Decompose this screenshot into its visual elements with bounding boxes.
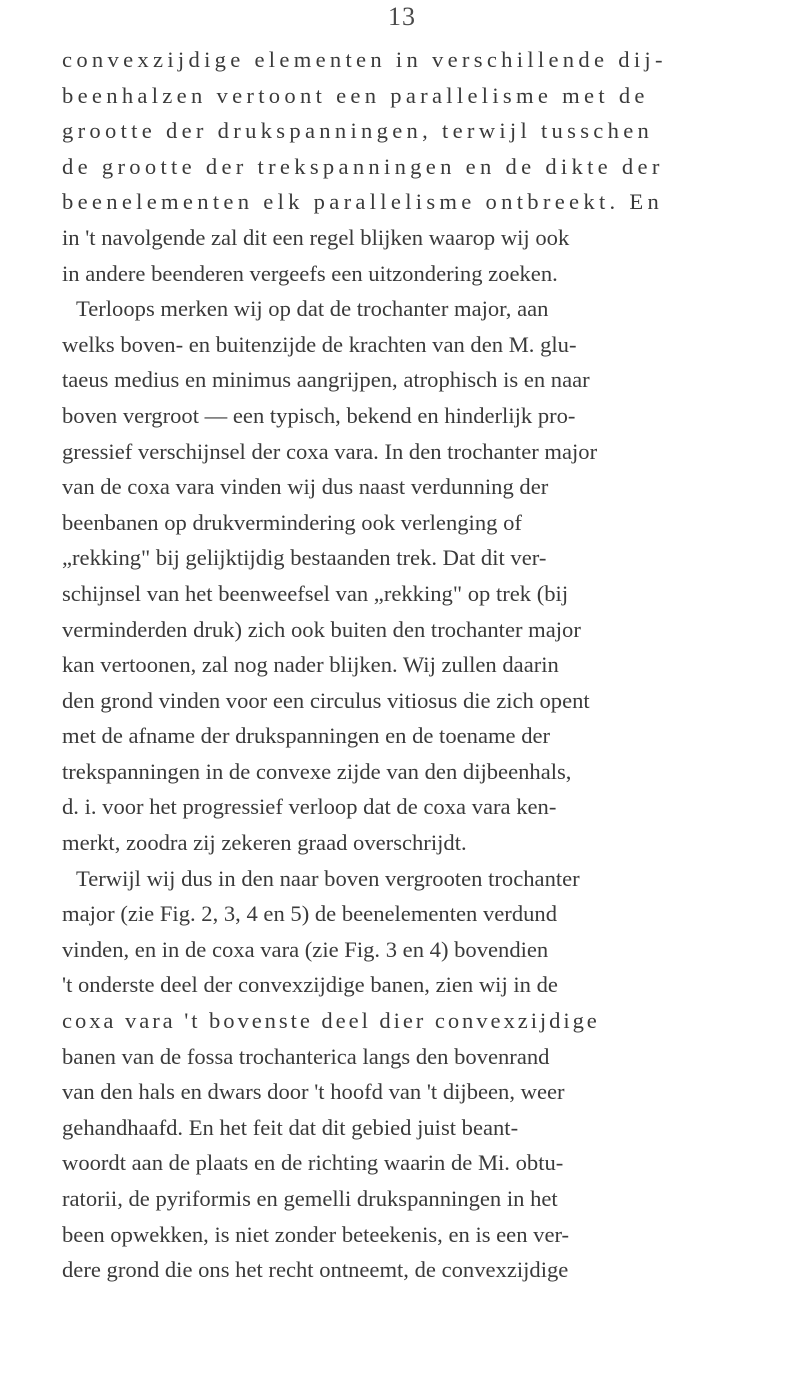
text-line: been opwekken, is niet zonder beteekenis, en is een ver- bbox=[62, 1221, 570, 1247]
text-line: van de coxa vara vinden wij dus naast verdunning der bbox=[62, 474, 549, 500]
text-line: boven vergroot — een typisch, bekend en hinderlijk pro- bbox=[62, 402, 576, 428]
text-line: banen van de fossa trochanterica langs den bovenrand bbox=[62, 1043, 550, 1069]
text-line: met de afname der drukspanningen en de toename der bbox=[62, 723, 551, 749]
text-line: major (zie Fig. 2, 3, 4 en 5) de beenelementen verdund bbox=[62, 901, 558, 927]
text-line: den grond vinden voor een circulus vitiosus die zich opent bbox=[62, 687, 590, 713]
text-line: 't onderste deel der convexzijdige banen, zien wij in de bbox=[62, 972, 558, 998]
body-text bbox=[62, 42, 752, 1288]
text-line: verminderden druk) zich ook buiten den trochanter major bbox=[62, 616, 581, 642]
text-line: kan vertoonen, zal nog nader blijken. Wij zullen daarin bbox=[62, 652, 559, 678]
text-line: ratorii, de pyriformis en gemelli drukspanningen in het bbox=[62, 1186, 558, 1211]
text-line: de grootte der trekspanningen en de dikte der bbox=[62, 153, 664, 179]
text-line: beenelementen elk parallelisme ontbreekt. En bbox=[62, 189, 664, 215]
text-line: beenhalzen vertoont een parallelisme met de bbox=[62, 82, 649, 108]
text-line: taeus medius en minimus aangrijpen, atrophisch is en naar bbox=[62, 367, 590, 393]
text-line: grootte der drukspanningen, terwijl tusschen bbox=[62, 118, 654, 144]
text-line: convexzijdige elementen in verschillende dij- bbox=[62, 47, 667, 72]
text-line: gehandhaafd. En het feit dat dit gebied juist beant- bbox=[62, 1114, 519, 1140]
text-line: in andere beenderen vergeefs een uitzondering zoeken. bbox=[62, 260, 558, 286]
text-line: vinden, en in de coxa vara (zie Fig. 3 en 4) bovendien bbox=[62, 936, 549, 962]
text-line: woordt aan de plaats en de richting waarin de Mi. obtu- bbox=[62, 1150, 564, 1176]
text-line: coxa vara 't bovenste deel dier convexzijdige bbox=[62, 1008, 600, 1034]
text-line: „rekking" bij gelijktijdig bestaanden trek. Dat dit ver- bbox=[62, 545, 547, 571]
text-line: Terwijl wij dus in den naar boven vergrooten trochanter bbox=[76, 865, 580, 891]
text-line: Terloops merken wij op dat de trochanter major, aan bbox=[76, 296, 549, 322]
text-line: van den hals en dwars door 't hoofd van 't dijbeen, weer bbox=[62, 1079, 565, 1105]
text-line: gressief verschijnsel der coxa vara. In den trochanter major bbox=[62, 438, 598, 464]
text-line: d. i. voor het progressief verloop dat de coxa vara ken- bbox=[62, 794, 557, 820]
page-number: 13 bbox=[388, 2, 416, 31]
text-line: merkt, zoodra zij zekeren graad overschrijdt. bbox=[62, 830, 467, 856]
text-line: beenbanen op drukvermindering ook verlenging of bbox=[62, 509, 522, 535]
text-line: schijnsel van het beenweefsel van „rekking" op trek (bij bbox=[62, 580, 569, 606]
text-line: dere grond die ons het recht ontneemt, de convexzijdige bbox=[62, 1257, 569, 1283]
text-line: in 't navolgende zal dit een regel blijken waarop wij ook bbox=[62, 224, 570, 250]
text-line: welks boven- en buitenzijde de krachten van den M. glu- bbox=[62, 331, 577, 357]
text-line: trekspanningen in de convexe zijde van den dijbeenhals, bbox=[62, 758, 572, 784]
